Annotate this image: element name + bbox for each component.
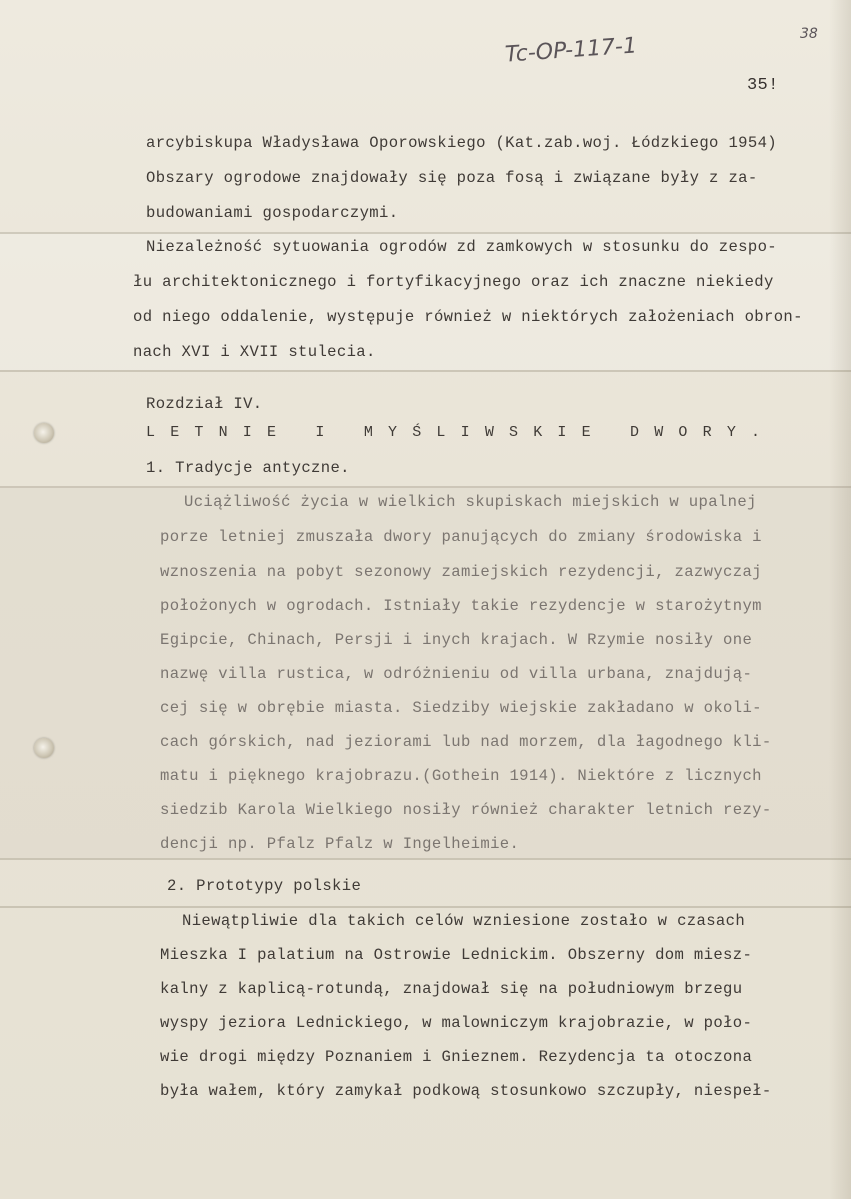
punch-hole (34, 738, 54, 758)
text-line: arcybiskupa Władysława Oporowskiego (Kat.zab.woj. Łódzkiego 1954) (146, 134, 778, 152)
text-line: Obszary ogrodowe znajdowały się poza fosą i związane były z za- (146, 169, 758, 187)
text-line: łu architektonicznego i fortyfikacyjnego oraz ich znaczne niekiedy (133, 273, 774, 291)
text-line: Mieszka I palatium na Ostrowie Lednickim. Obszerny dom miesz- (160, 946, 753, 964)
text-line: kalny z kaplicą-rotundą, znajdował się na południowym brzegu (160, 980, 743, 998)
text-line: matu i pięknego krajobrazu.(Gothein 1914). Niektóre z licznych (160, 767, 762, 785)
text-line: wie drogi między Poznaniem i Gnieznem. Rezydencja ta otoczona (160, 1048, 753, 1066)
punch-hole (34, 423, 54, 443)
text-line: cej się w obrębie miasta. Siedziby wiejskie zakładano w okoli- (160, 699, 762, 717)
chapter-label: Rozdział IV. (146, 395, 263, 413)
text-line: siedzib Karola Wielkiego nosiły również charakter letnich rezy- (160, 801, 772, 819)
text-line: położonych w ogrodach. Istniały takie rezydencje w starożytnym (160, 597, 762, 615)
text-line: wznoszenia na pobyt sezonowy zamiejskich rezydencji, zazwyczaj (160, 563, 762, 581)
chapter-title: LETNIE I MYŚLIWSKIE DWORY. (146, 424, 776, 441)
text-line: cach górskich, nad jeziorami lub nad morzem, dla łagodnego kli- (160, 733, 772, 751)
text-line: Uciążliwość życia w wielkich skupiskach miejskich w upalnej (184, 493, 757, 511)
archive-signature: Tc-OP-117-1 (504, 33, 638, 68)
text-line: Egipcie, Chinach, Persji i inych krajach. W Rzymie nosiły one (160, 631, 753, 649)
strip-edge (0, 232, 851, 234)
text-line: Niezależność sytuowania ogrodów zd zamkowych w stosunku do zespo- (146, 238, 778, 256)
page-number: 35! (747, 76, 779, 95)
text-line: nazwę villa rustica, w odróżnieniu od villa urbana, znajdują- (160, 665, 753, 683)
strip-edge (0, 858, 851, 860)
strip-edge (0, 906, 851, 908)
text-line: wyspy jeziora Lednickiego, w malowniczym krajobrazie, w poło- (160, 1014, 753, 1032)
text-line: dencji np. Pfalz Pfalz w Ingelheimie. (160, 835, 520, 853)
text-line: nach XVI i XVII stulecia. (133, 343, 376, 361)
folio-number: 38 (800, 26, 818, 42)
text-line: porze letniej zmuszała dwory panujących do zmiany środowiska i (160, 528, 762, 546)
paper-fold-shadow (829, 0, 851, 1199)
text-line: była wałem, który zamykał podkową stosunkowo szczupły, niespeł- (160, 1082, 772, 1100)
section-heading: 1. Tradycje antyczne. (146, 459, 350, 477)
section-heading: 2. Prototypy polskie (167, 877, 362, 895)
text-line: Niewątpliwie dla takich celów wzniesione zostało w czasach (182, 912, 746, 930)
strip-edge (0, 370, 851, 372)
text-line: budowaniami gospodarczymi. (146, 204, 399, 222)
text-line: od niego oddalenie, występuje również w niektórych założeniach obron- (133, 308, 803, 326)
